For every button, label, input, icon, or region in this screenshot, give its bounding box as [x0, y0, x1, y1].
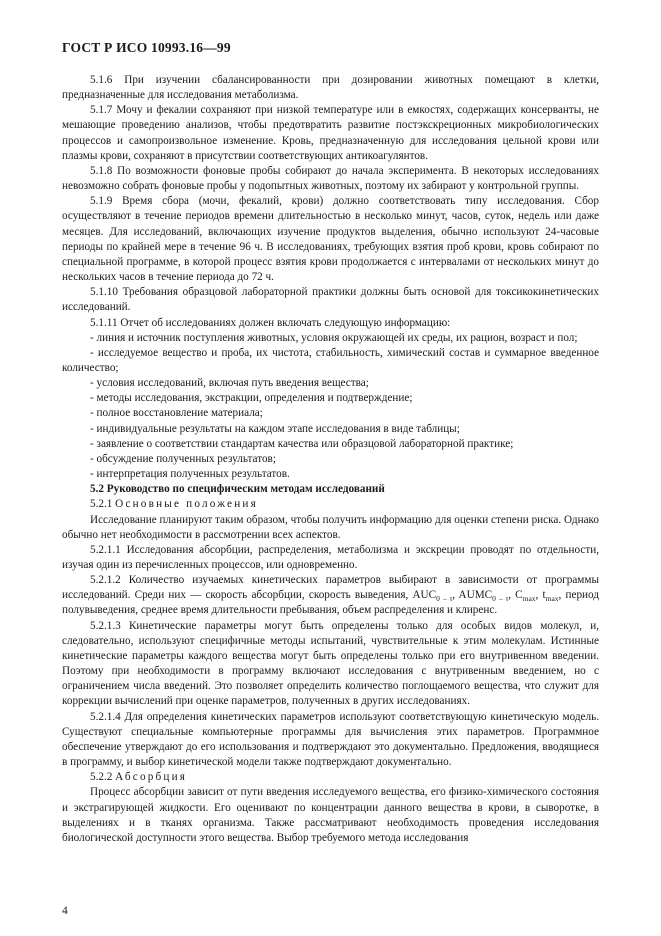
subsection-number: 5.2.1	[90, 498, 113, 511]
paragraph-5-1-8: 5.1.8 По возможности фоновые пробы собирают до начала эксперимента. В некоторых исследованиях невозможно собрать фоновые пробы у подопытных животных, поэтому их забирают у контрольной группы.	[62, 164, 599, 193]
paragraph-5-1-11: 5.1.11 Отчет об исследованиях должен включать следующую информацию:	[90, 316, 451, 329]
paragraph-5-2-1-4: 5.2.1.4 Для определения кинетических параметров используют соответствующую кинетическую модель. Существуют специальные компьютерные программы для вычисления этих параметров. Программное обеспечение утверждают до его использования и подтверждают это документально. Предложения, вводящиеся в программу, и выбор кинетической модели также подтверждают документально.	[62, 710, 599, 769]
paragraph-5-2-1-2: 5.2.1.2 Количество изучаемых кинетических параметров выбирают в зависимости от программы исследований. Среди них — скорость абсорбции, скорость выведения, $AUC_{0 - t}$, $AUMC_{0 - t}$, $C_{max}$, $t_{max}$, период полувыведения, среднее время длительности пребывания, объем распределения и клиренс.	[62, 574, 600, 617]
paragraph-5-1-10: 5.1.10 Требования образцовой лабораторной практики должны быть основой для токсикокинетических исследований.	[62, 286, 599, 314]
paragraph-5-2-1-3: 5.2.1.3 Кинетические параметры могут быть определены только для особых видов молекул, и, следовательно, используют специфичные методы испытаний, чувствительные к этим молекулам. Истинные кинетические параметры каждого вещества могут быть определены только при его внутривенном введении. Поэтому при необходимости в программу включают исследования с внутривенным введением, но с ограничением числа введений. Это позволяет определить количество поглощаемого вещества, что служит для коррекции вычислений при оценке параметров, полученных в других исследованиях.	[62, 619, 599, 708]
list-item: - методы исследования, экстракции, определения и подтверждение;	[90, 392, 413, 405]
paragraph-5-2-1-1: 5.2.1.1 Исследования абсорбции, распределения, метаболизма и экскреции проводят по отдельности, изучая один из перечисленных процессов, или одновременно.	[62, 543, 599, 571]
document-header: ГОСТ Р ИСО 10993.16—99	[62, 40, 231, 55]
list-item: - интерпретация полученных результатов.	[90, 468, 290, 481]
subsection-title: Основные положения	[115, 498, 258, 511]
subsection-number: 5.2.2	[90, 771, 113, 784]
list-item: - полное восстановление материала;	[90, 407, 263, 420]
paragraph-5-2-1: Исследование планируют таким образом, чтобы получить информацию для оценки степени риска. Однако обычно нет необходимости в рассмотрении всех аспектов.	[62, 513, 599, 541]
subsection-title: Абсорбция	[115, 771, 188, 784]
list-item: - исследуемое вещество и проба, их чистота, стабильность, химический состав и суммарное введенное количество;	[62, 346, 599, 374]
list-item: - заявление о соответствии стандартам качества или образцовой лабораторной практике;	[90, 437, 514, 450]
list-item: - линия и источник поступления животных, условия окружающей их среды, их рацион, возраст и пол;	[90, 331, 578, 344]
subsection-heading-5-2-1	[62, 497, 599, 512]
paragraph-5-2-2: Процесс абсорбции зависит от пути введения исследуемого вещества, его физико-химического состояния и экстрагирующей жидкости. Его оценивают по концентрации данного вещества в крови, в сыворотке, в выделениях и в тканях организма. Также рассматривают необходимость проведения исследования биологической доступности этого вещества. Выбор требуемого метода исследования	[62, 786, 599, 844]
section-heading-5-2: 5.2 Руководство по специфическим методам исследований	[90, 483, 385, 496]
paragraph-5-1-9: 5.1.9 Время сбора (мочи, фекалий, крови) должно соответствовать типу исследования. Сбор осуществляют в течение периодов времени длительностью в несколько минут, часов, суток, недель или даже месяцев. Для исследований, включающих изучение продуктов выделения, обычно используют 24-часовые периоды по крайней мере в течение 96 ч. В исследованиях, требующих взятия проб крови, кровь собирают по специальной программе, в которой процесс взятия крови продолжается с интервалами от нескольких минут до нескольких часов в течение периода до 72 ч.	[62, 195, 599, 284]
list-item: - условия исследований, включая путь введения вещества;	[90, 377, 369, 390]
subsection-heading-5-2-2	[62, 770, 599, 785]
document-body	[62, 73, 599, 846]
list-item: - индивидуальные результаты на каждом этапе исследования в виде таблицы;	[90, 422, 460, 435]
page-number: 4	[62, 905, 68, 917]
paragraph-5-1-6: 5.1.6 При изучении сбалансированности при дозировании животных помещают в клетки, предназначенные для исследования метаболизма.	[62, 74, 599, 102]
paragraph-5-1-7: 5.1.7 Мочу и фекалии сохраняют при низкой температуре или в емкостях, содержащих консерванты, не мешающие проведению анализов, чтобы предотвратить развитие постэкскреционных микробиологических процессов и самопроизвольное изменение. Кровь, предназначенную для исследования цельной крови или плазмы крови, сохраняют в присутствии соответствующих антикоагулянтов.	[62, 104, 599, 162]
list-item: - обсуждение полученных результатов;	[90, 452, 276, 465]
